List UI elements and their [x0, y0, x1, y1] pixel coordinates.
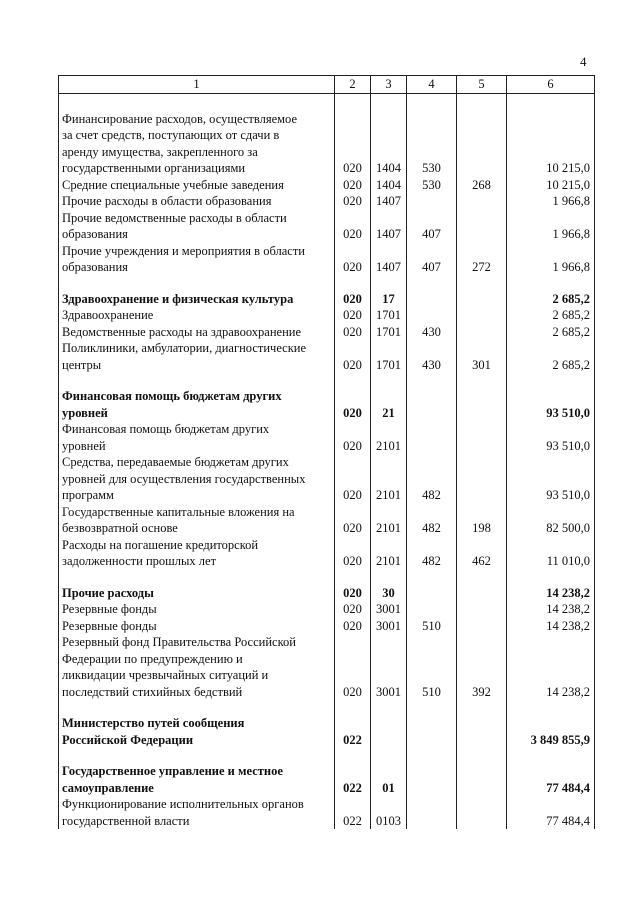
expense-type-code: 462 [457, 537, 507, 570]
row-description [59, 634, 335, 700]
section-code: 3001 [371, 634, 407, 700]
expense-type-code: 268 [457, 177, 507, 194]
table-spacer-row [59, 748, 595, 763]
table-section-row [59, 388, 595, 421]
spacer-cell [407, 748, 457, 763]
spacer-cell [457, 93, 507, 111]
spacer-cell [457, 700, 507, 715]
ministry-code: 020 [335, 324, 371, 341]
expense-type-code [457, 421, 507, 454]
row-description [59, 291, 335, 308]
description-line: Финансовая помощь бюджетам других [62, 389, 282, 403]
spacer-cell [507, 373, 595, 388]
section-code: 3001 [371, 618, 407, 635]
amount: 14 238,2 [507, 634, 595, 700]
spacer-cell [371, 276, 407, 291]
expense-type-code: 272 [457, 243, 507, 276]
amount: 11 010,0 [507, 537, 595, 570]
description-line: центры [62, 357, 102, 372]
description-line: Прочие расходы [62, 585, 154, 600]
amount: 14 238,2 [507, 601, 595, 618]
table-row [59, 421, 595, 454]
section-code: 1404 [371, 111, 407, 177]
ministry-code: 020 [335, 243, 371, 276]
table-spacer-row [59, 373, 595, 388]
description-line: Поликлиники, амбулатории, диагностические [62, 341, 307, 355]
table-spacer-row [59, 93, 595, 111]
description-line: Прочие ведомственные расходы в области [62, 210, 287, 225]
target-code [407, 715, 457, 748]
description-line: Средства, передаваемые бюджетам других [62, 455, 289, 469]
expense-type-code [457, 796, 507, 829]
row-description [59, 307, 335, 324]
description-line: программ [62, 488, 114, 502]
expense-type-code [457, 193, 507, 210]
description-line: последствий стихийных бедствий [62, 684, 243, 699]
amount: 2 685,2 [507, 324, 595, 341]
amount: 82 500,0 [507, 504, 595, 537]
section-code: 17 [371, 291, 407, 308]
spacer-cell [457, 373, 507, 388]
spacer-cell [507, 93, 595, 111]
target-code [407, 796, 457, 829]
expense-type-code [457, 715, 507, 748]
amount: 2 685,2 [507, 340, 595, 373]
description-line: Федерации по предупреждению и [62, 651, 243, 666]
spacer-cell [59, 93, 335, 111]
description-line: задолженности прошлых лет [62, 554, 217, 568]
row-description [59, 585, 335, 602]
header-col-4: 4 [407, 76, 457, 94]
expense-type-code [457, 388, 507, 421]
section-code: 21 [371, 388, 407, 421]
target-code [407, 193, 457, 210]
description-line: Государственные капитальные вложения на [62, 504, 295, 519]
description-line: за счет средств, поступающих от сдачи в [62, 128, 280, 142]
description-line: Финансовая помощь бюджетам других [62, 422, 270, 436]
table-row [59, 111, 595, 177]
description-line: Здравоохранение и физическая культура [62, 291, 294, 306]
table-row [59, 177, 595, 194]
section-code: 30 [371, 585, 407, 602]
spacer-cell [457, 570, 507, 585]
table-row [59, 796, 595, 829]
spacer-cell [407, 373, 457, 388]
spacer-cell [335, 748, 371, 763]
spacer-cell [335, 373, 371, 388]
spacer-cell [371, 748, 407, 763]
expense-type-code: 301 [457, 340, 507, 373]
row-description [59, 763, 335, 796]
section-code: 1407 [371, 193, 407, 210]
description-line: Российской Федерации [62, 732, 194, 747]
target-code: 407 [407, 243, 457, 276]
amount: 1 966,8 [507, 243, 595, 276]
row-description [59, 796, 335, 829]
table-spacer-row [59, 570, 595, 585]
section-code: 1407 [371, 243, 407, 276]
description-line: Резервные фонды [62, 602, 157, 616]
amount: 1 966,8 [507, 210, 595, 243]
spacer-cell [457, 276, 507, 291]
spacer-cell [507, 748, 595, 763]
section-code: 2101 [371, 421, 407, 454]
spacer-cell [59, 748, 335, 763]
amount: 2 685,2 [507, 291, 595, 308]
header-col-3: 3 [371, 76, 407, 94]
table-section-row [59, 763, 595, 796]
table-section-row [59, 291, 595, 308]
amount: 14 238,2 [507, 618, 595, 635]
amount: 77 484,4 [507, 763, 595, 796]
expense-type-code [457, 324, 507, 341]
spacer-cell [371, 93, 407, 111]
ministry-code: 022 [335, 763, 371, 796]
description-line: Средние специальные учебные заведения [62, 177, 284, 192]
spacer-cell [407, 570, 457, 585]
table-row [59, 618, 595, 635]
spacer-cell [335, 570, 371, 585]
ministry-code: 020 [335, 388, 371, 421]
amount: 93 510,0 [507, 388, 595, 421]
spacer-cell [59, 373, 335, 388]
target-code [407, 388, 457, 421]
description-line: Прочие учреждения и мероприятия в области [62, 243, 305, 258]
expense-type-code [457, 585, 507, 602]
table-row [59, 601, 595, 618]
table-row [59, 340, 595, 373]
target-code [407, 421, 457, 454]
table-spacer-row [59, 700, 595, 715]
section-code: 1404 [371, 177, 407, 194]
spacer-cell [59, 570, 335, 585]
target-code: 407 [407, 210, 457, 243]
ministry-code: 020 [335, 634, 371, 700]
target-code [407, 291, 457, 308]
description-line: Государственное управление и местное [62, 764, 283, 778]
target-code: 482 [407, 504, 457, 537]
description-line: Функционирование исполнительных органов [62, 797, 304, 811]
row-description [59, 618, 335, 635]
amount: 10 215,0 [507, 111, 595, 177]
table-row [59, 537, 595, 570]
row-description [59, 111, 335, 177]
table-body [59, 93, 595, 829]
section-code: 3001 [371, 601, 407, 618]
amount: 93 510,0 [507, 454, 595, 504]
header-col-2: 2 [335, 76, 371, 94]
expense-type-code [457, 307, 507, 324]
ministry-code: 020 [335, 618, 371, 635]
description-line: Расходы на погашение кредиторской [62, 537, 259, 552]
table-row [59, 504, 595, 537]
target-code: 430 [407, 324, 457, 341]
section-code: 1701 [371, 307, 407, 324]
spacer-cell [371, 570, 407, 585]
section-code [371, 715, 407, 748]
expense-type-code [457, 210, 507, 243]
target-code [407, 601, 457, 618]
row-description [59, 504, 335, 537]
spacer-cell [371, 700, 407, 715]
amount: 14 238,2 [507, 585, 595, 602]
spacer-cell [407, 276, 457, 291]
row-description [59, 601, 335, 618]
ministry-code: 020 [335, 177, 371, 194]
section-code: 1407 [371, 210, 407, 243]
page-number: 4 [580, 54, 587, 69]
description-line: уровней для осуществления государственных [62, 471, 306, 486]
section-code: 2101 [371, 454, 407, 504]
section-code: 1701 [371, 324, 407, 341]
description-line: образования [62, 227, 128, 241]
amount: 3 849 855,9 [507, 715, 595, 748]
spacer-cell [407, 93, 457, 111]
row-description [59, 324, 335, 341]
table-row [59, 243, 595, 276]
ministry-code: 022 [335, 715, 371, 748]
row-description [59, 177, 335, 194]
spacer-cell [335, 276, 371, 291]
spacer-cell [507, 570, 595, 585]
ministry-code: 020 [335, 291, 371, 308]
row-description [59, 193, 335, 210]
target-code: 510 [407, 634, 457, 700]
description-line: государственными организациями [62, 161, 246, 175]
spacer-cell [335, 700, 371, 715]
section-code: 2101 [371, 504, 407, 537]
spacer-cell [335, 93, 371, 111]
ministry-code: 020 [335, 585, 371, 602]
row-description [59, 243, 335, 276]
ministry-code: 020 [335, 210, 371, 243]
target-code: 530 [407, 111, 457, 177]
section-code: 0103 [371, 796, 407, 829]
expense-type-code [457, 618, 507, 635]
row-description [59, 340, 335, 373]
table-section-row [59, 585, 595, 602]
table-section-row [59, 715, 595, 748]
ministry-code: 020 [335, 601, 371, 618]
ministry-code: 020 [335, 111, 371, 177]
description-line: Здравоохранение [62, 308, 154, 322]
expense-type-code: 198 [457, 504, 507, 537]
expense-type-code [457, 291, 507, 308]
expense-type-code [457, 454, 507, 504]
expense-type-code [457, 601, 507, 618]
table-row [59, 210, 595, 243]
target-code [407, 585, 457, 602]
description-line: аренду имущества, закрепленного за [62, 144, 258, 159]
row-description [59, 454, 335, 504]
spacer-cell [407, 700, 457, 715]
spacer-cell [59, 276, 335, 291]
table-row [59, 454, 595, 504]
table-row [59, 307, 595, 324]
ministry-code: 020 [335, 454, 371, 504]
budget-table-container [58, 75, 594, 828]
spacer-cell [59, 700, 335, 715]
description-line: Финансирование расходов, осуществляемое [62, 111, 297, 126]
target-code: 530 [407, 177, 457, 194]
spacer-cell [507, 700, 595, 715]
target-code [407, 307, 457, 324]
section-code: 01 [371, 763, 407, 796]
row-description [59, 210, 335, 243]
description-line: уровней [62, 405, 108, 420]
header-col-5: 5 [457, 76, 507, 94]
description-line: Прочие расходы в области образования [62, 194, 272, 208]
description-line: Ведомственные расходы на здравоохранение [62, 324, 302, 339]
target-code [407, 763, 457, 796]
description-line: государственной власти [62, 813, 190, 828]
header-col-6: 6 [507, 76, 595, 94]
description-line: ликвидации чрезвычайных ситуаций и [62, 668, 269, 682]
header-col-1: 1 [59, 76, 335, 94]
target-code: 482 [407, 537, 457, 570]
row-description [59, 388, 335, 421]
table-row [59, 324, 595, 341]
target-code: 510 [407, 618, 457, 635]
table-spacer-row [59, 276, 595, 291]
amount: 2 685,2 [507, 307, 595, 324]
ministry-code: 020 [335, 307, 371, 324]
spacer-cell [457, 748, 507, 763]
ministry-code: 022 [335, 796, 371, 829]
description-line: образования [62, 260, 128, 274]
section-code: 1701 [371, 340, 407, 373]
amount: 93 510,0 [507, 421, 595, 454]
target-code: 482 [407, 454, 457, 504]
description-line: уровней [62, 438, 106, 453]
row-description [59, 421, 335, 454]
ministry-code: 020 [335, 421, 371, 454]
section-code: 2101 [371, 537, 407, 570]
row-description [59, 715, 335, 748]
amount: 77 484,4 [507, 796, 595, 829]
expense-type-code [457, 111, 507, 177]
description-line: самоуправление [62, 780, 154, 795]
description-line: безвозвратной основе [62, 521, 178, 535]
ministry-code: 020 [335, 340, 371, 373]
expense-type-code [457, 763, 507, 796]
description-line: Резервный фонд Правительства Российской [62, 635, 296, 649]
budget-table [58, 75, 595, 829]
expense-type-code: 392 [457, 634, 507, 700]
ministry-code: 020 [335, 537, 371, 570]
amount: 1 966,8 [507, 193, 595, 210]
ministry-code: 020 [335, 504, 371, 537]
table-row [59, 193, 595, 210]
row-description [59, 537, 335, 570]
ministry-code: 020 [335, 193, 371, 210]
target-code: 430 [407, 340, 457, 373]
description-line: Министерство путей сообщения [62, 716, 245, 730]
table-row [59, 634, 595, 700]
spacer-cell [507, 276, 595, 291]
amount: 10 215,0 [507, 177, 595, 194]
table-header-row [59, 76, 595, 94]
description-line: Резервные фонды [62, 618, 157, 633]
spacer-cell [371, 373, 407, 388]
